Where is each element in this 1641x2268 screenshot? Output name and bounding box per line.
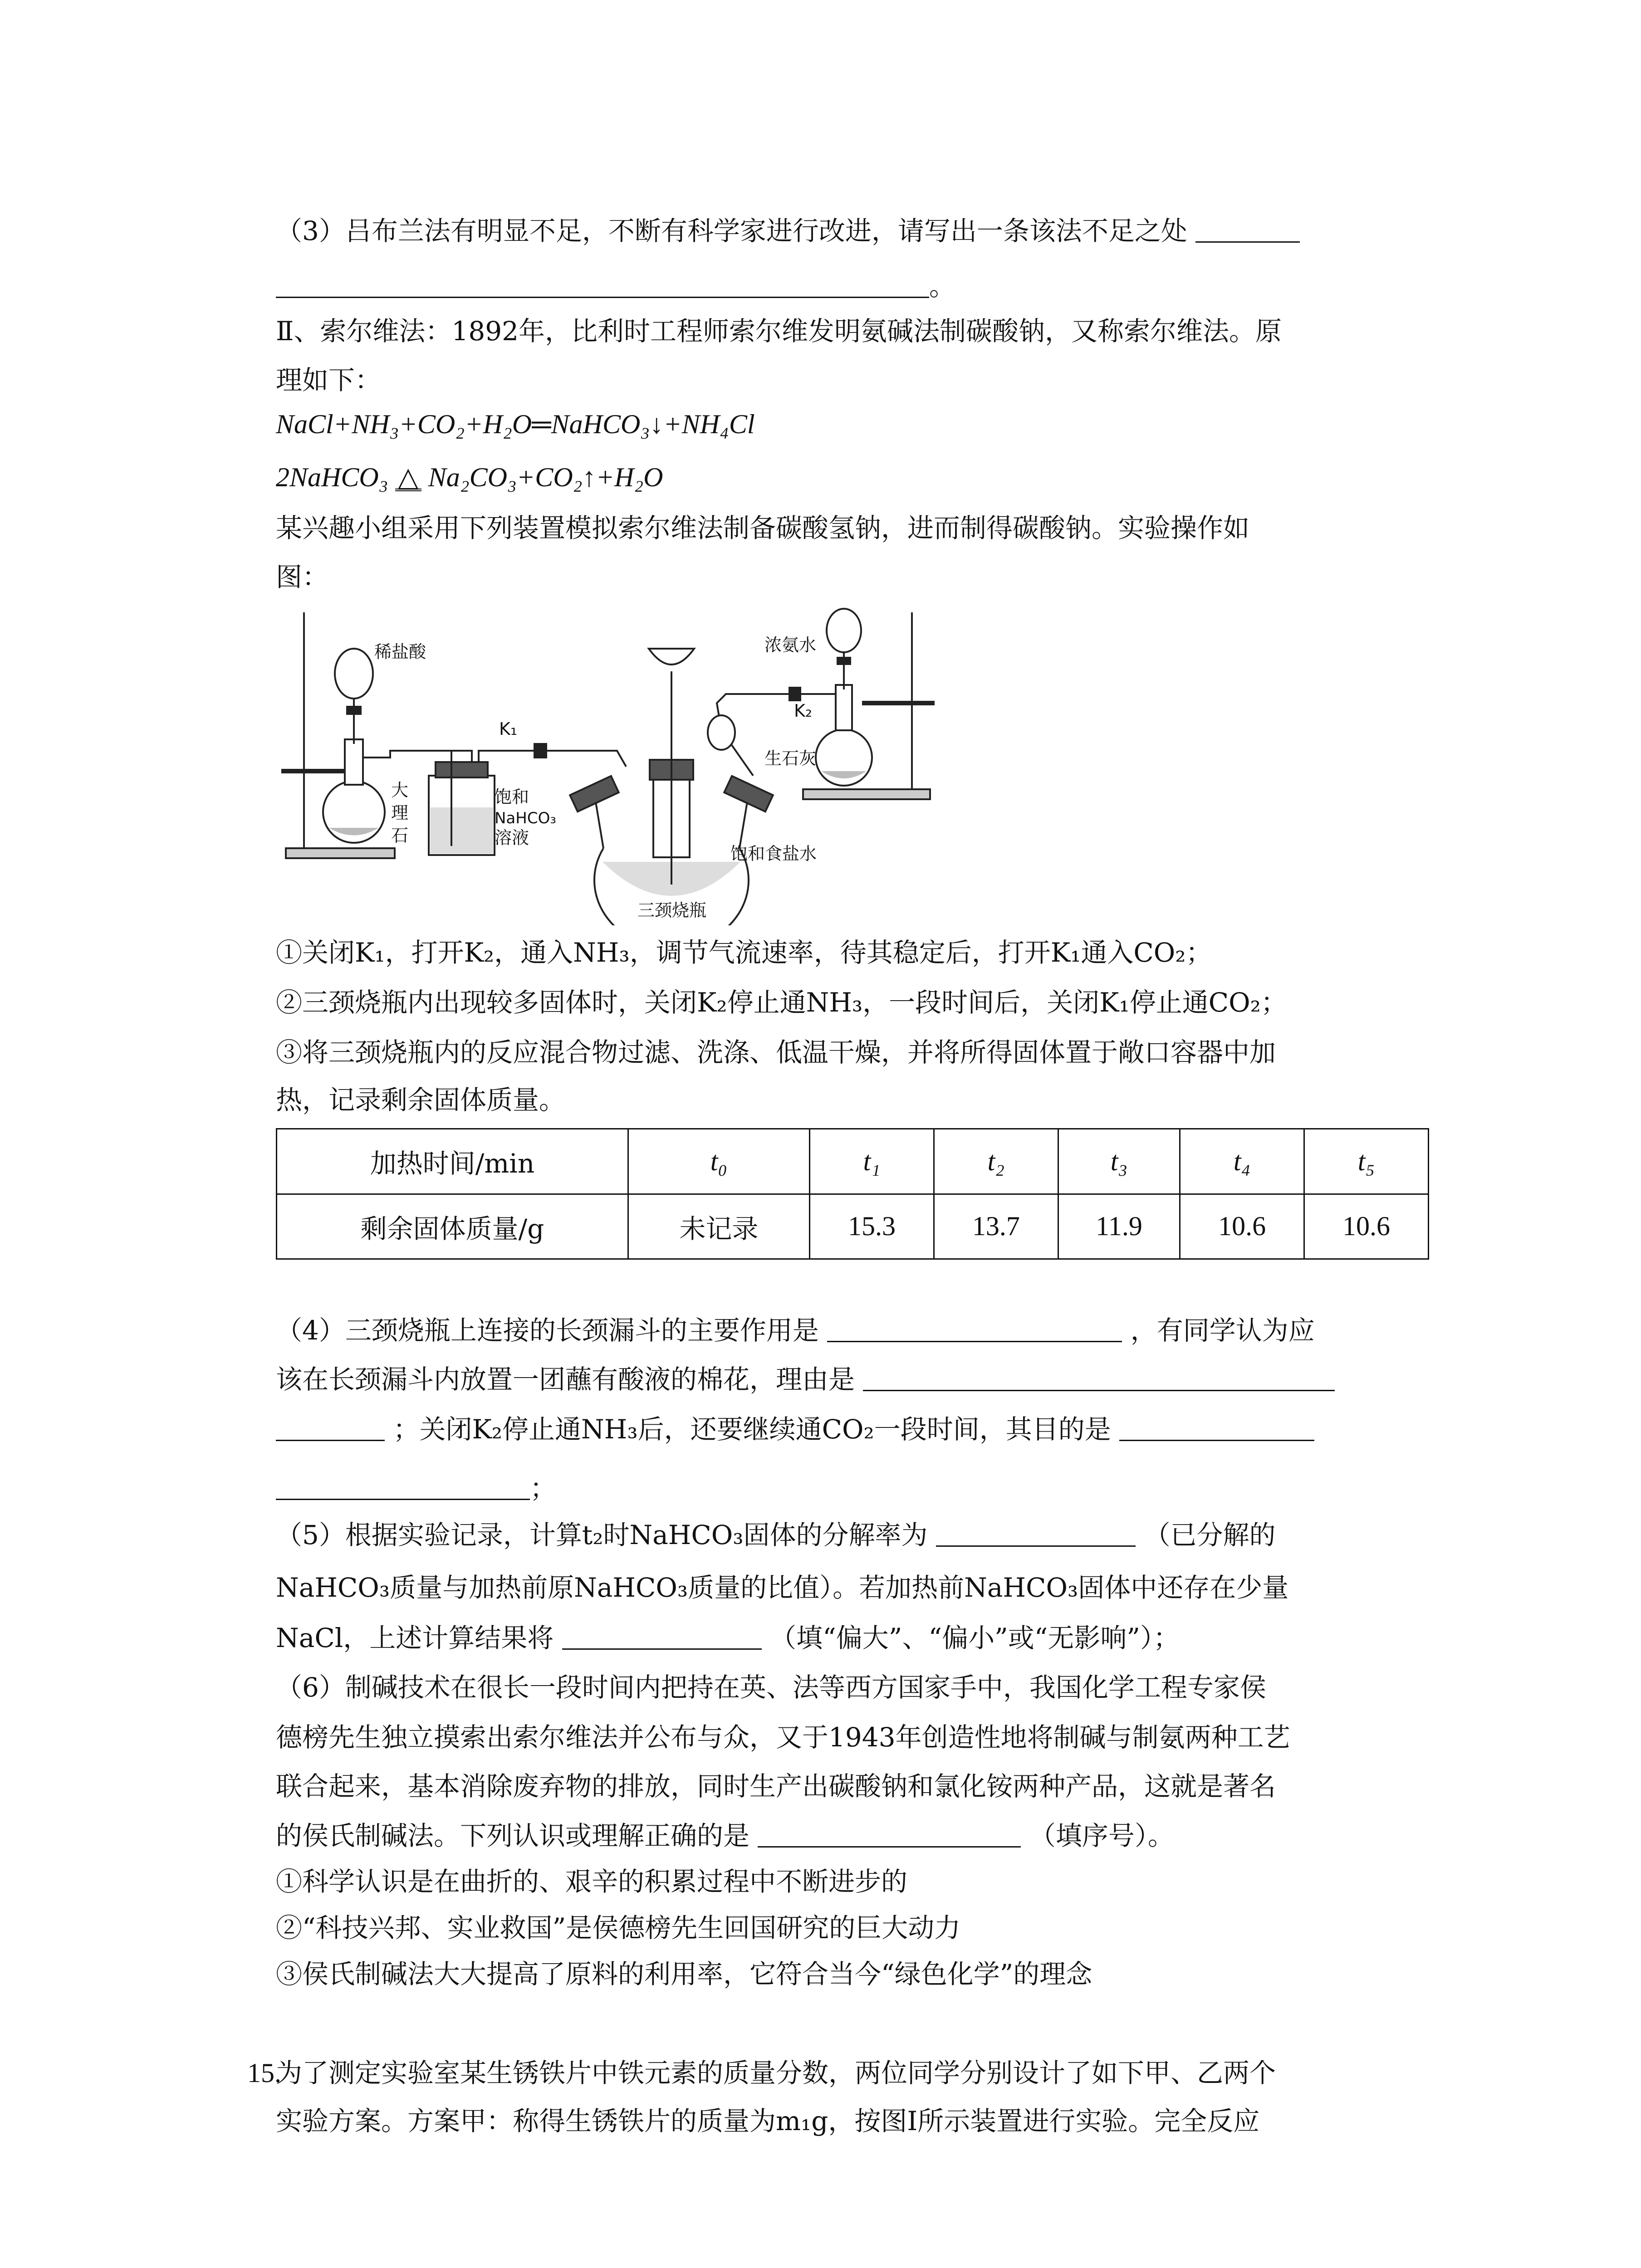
table-cell: 10.6 [1180, 1194, 1304, 1259]
eq2-left: 2NaHCO₃ [276, 462, 388, 492]
q5-text-a: （5）根据实验记录，计算t₂时NaHCO₃固体的分解率为 [276, 1520, 928, 1550]
right-flask-neck [836, 685, 852, 730]
q4-text-d: ；关闭K₂停止通NH₃后，还要继续通CO₂一段时间，其目的是 [393, 1414, 1111, 1445]
intro-line2: 图： [276, 562, 329, 592]
table-header-time: 加热时间/min [277, 1129, 628, 1194]
q6-line3: 联合起来，基本消除废弃物的排放，同时生产出碳酸钠和氯化铵两种产品，这就是著名 [276, 1771, 1276, 1802]
q5-text-e: （填“偏大”、“偏小”或“无影响”）； [770, 1623, 1180, 1653]
q6-text-b: （填序号）。 [1029, 1820, 1174, 1851]
label-ammonia: 浓氨水 [764, 635, 817, 655]
right-stopper [724, 776, 773, 812]
label-quicklime: 生石灰 [764, 748, 817, 768]
q5-text-b: （已分解的 [1144, 1520, 1276, 1550]
q5-text-d: NaCl，上述计算结果将 [276, 1623, 554, 1653]
q4-line3 [276, 1411, 1314, 1447]
q6-text-a: 的侯氏制碱法。下列认识或理解正确的是 [276, 1820, 750, 1851]
q6-line1: （6）制碱技术在很长一段时间内把持在英、法等西方国家手中，我国化学工程专家侯 [276, 1672, 1266, 1703]
table-cell: 15.3 [810, 1194, 934, 1259]
eq1-right: NaHCO₃↓+NH₄Cl [551, 409, 755, 439]
table-row [277, 1194, 1429, 1259]
table-cell: 13.7 [934, 1194, 1058, 1259]
drying-bulb [708, 715, 735, 750]
table-cell: 未记录 [628, 1194, 810, 1259]
sec2-line1: Ⅱ、索尔维法：1892年，比利时工程师索尔维发明氨碱法制碳酸钠，又称索尔维法。原 [276, 316, 1282, 347]
heat-condition: △ [395, 466, 421, 491]
q4-answer-blank-3b[interactable] [276, 1470, 530, 1500]
table-cell: t₅ [1304, 1129, 1429, 1194]
q4-text-e: ； [530, 1473, 557, 1504]
q5-answer-blank-2[interactable] [562, 1619, 762, 1650]
label-k2: K₂ [794, 701, 813, 721]
label-sat-1: 饱和 [495, 787, 529, 807]
step-3b: 热，记录剩余固体质量。 [276, 1085, 566, 1115]
ammonia-funnel [827, 609, 861, 652]
label-three-neck: 三颈烧瓶 [637, 900, 707, 920]
table-cell: t₂ [934, 1129, 1058, 1194]
q4-text-c: 该在长颈漏斗内放置一团蘸有酸液的棉花，理由是 [276, 1364, 855, 1395]
label-marble-3: 石 [391, 826, 409, 846]
apparatus-diagram [272, 594, 953, 925]
hcl-stopcock [347, 707, 361, 714]
q15-number: 15. [247, 2058, 281, 2088]
heating-data-table [276, 1128, 1429, 1260]
step-3a: ③将三颈烧瓶内的反应混合物过滤、洗涤、低温干燥，并将所得固体置于敞口容器中加 [276, 1037, 1276, 1068]
label-marble-2: 理 [391, 803, 409, 823]
q15-line1: 为了测定实验室某生锈铁片中铁元素的质量分数，两位同学分别设计了如下甲、乙两个 [276, 2058, 1276, 2088]
q5-line2: NaHCO₃质量与加热前原NaHCO₃质量的比值）。若加热前NaHCO₃固体中还存在少量 [276, 1572, 1289, 1603]
q3-end: 。 [929, 271, 956, 302]
left-stand-base [286, 848, 395, 858]
q4-line1 [276, 1312, 1315, 1349]
q4-text-a: （4）三颈烧瓶上连接的长颈漏斗的主要作用是 [276, 1315, 819, 1346]
q3-line [276, 212, 1300, 249]
eq2-right: Na₂CO₃+CO₂↑+H₂O [428, 462, 663, 492]
intro-line1: 某兴趣小组采用下列装置模拟索尔维法制备碳酸氢钠，进而制得碳酸钠。实验操作如 [276, 513, 1250, 543]
q4-line2 [276, 1361, 1335, 1398]
sec2-line2: 理如下： [276, 365, 382, 396]
q3-text: （3）吕布兰法有明显不足，不断有科学家进行改进，请写出一条该法不足之处 [276, 215, 1187, 246]
q5-line1 [276, 1516, 1275, 1553]
step-1: ①关闭K₁，打开K₂，通入NH₃，调节气流速率，待其稳定后，打开K₁通入CO₂； [276, 937, 1212, 968]
q3-line-2 [276, 268, 955, 304]
q6-option-2: ②“科技兴邦、实业救国”是侯德榜先生回国研究的巨大动力 [276, 1912, 961, 1943]
q5-answer-blank-1[interactable] [936, 1516, 1136, 1547]
q3-answer-blank-1[interactable] [1195, 212, 1300, 243]
equation-2 [276, 459, 663, 495]
left-stopper [570, 776, 619, 812]
q4-text-b: ，有同学认为应 [1130, 1315, 1315, 1346]
right-stand-base [803, 789, 930, 799]
label-marble-1: 大 [391, 780, 409, 800]
table-cell: t₀ [628, 1129, 810, 1194]
q15-line2: 实验方案。方案甲：称得生锈铁片的质量为m₁g，按图I所示装置进行实验。完全反应 [276, 2106, 1260, 2136]
label-k1: K₁ [499, 719, 518, 739]
wash-bottle-stopper [436, 762, 488, 777]
table-cell: t₁ [810, 1129, 934, 1194]
eq1-left: NaCl+NH₃+CO₂+H₂O [276, 409, 532, 439]
table-cell: t₄ [1180, 1129, 1304, 1194]
table-cell: 10.6 [1304, 1194, 1429, 1259]
q4-answer-blank-1[interactable] [827, 1312, 1122, 1342]
label-brine: 饱和食盐水 [730, 844, 817, 864]
table-cell: t₃ [1058, 1129, 1180, 1194]
q4-line4 [276, 1470, 556, 1506]
label-sat-2: NaHCO₃ [495, 809, 556, 827]
q5-line3 [276, 1619, 1180, 1656]
q6-line2: 德榜先生独立摸索出索尔维法并公布与众，又于1943年创造性地将制碱与制氨两种工艺 [276, 1722, 1290, 1753]
hcl-funnel [335, 649, 373, 699]
equation-1: NaCl+NH₃+CO₂+H₂O═NaHCO₃↓+NH₄Cl [276, 409, 755, 439]
long-neck-funnel [649, 649, 694, 665]
step-2: ②三颈烧瓶内出现较多固体时，关闭K₂停止通NH₃，一段时间后，关闭K₁停止通CO₂； [276, 987, 1287, 1018]
table-header-mass: 剩余固体质量/g [277, 1194, 628, 1259]
q3-answer-blank-2[interactable] [276, 268, 929, 298]
label-dilute-hcl: 稀盐酸 [374, 642, 426, 662]
q4-answer-blank-2[interactable] [863, 1361, 1335, 1391]
table-row [277, 1129, 1429, 1194]
label-sat-3: 溶液 [495, 828, 529, 848]
q6-line4 [276, 1817, 1174, 1854]
k1-clip [534, 744, 546, 758]
q6-option-1: ①科学认识是在曲折的、艰辛的积累过程中不断进步的 [276, 1866, 908, 1897]
k2-clip [789, 688, 800, 700]
q4-answer-blank-3[interactable] [1119, 1411, 1314, 1441]
ammonia-stopcock [838, 658, 850, 664]
table-cell: 11.9 [1058, 1194, 1180, 1259]
left-flask-neck [345, 739, 363, 785]
q6-option-3: ③侯氏制碱法大大提高了原料的利用率，它符合当今“绿色化学”的理念 [276, 1959, 1092, 1989]
q6-answer-blank[interactable] [758, 1817, 1021, 1848]
q4-answer-blank-2b[interactable] [276, 1411, 385, 1441]
